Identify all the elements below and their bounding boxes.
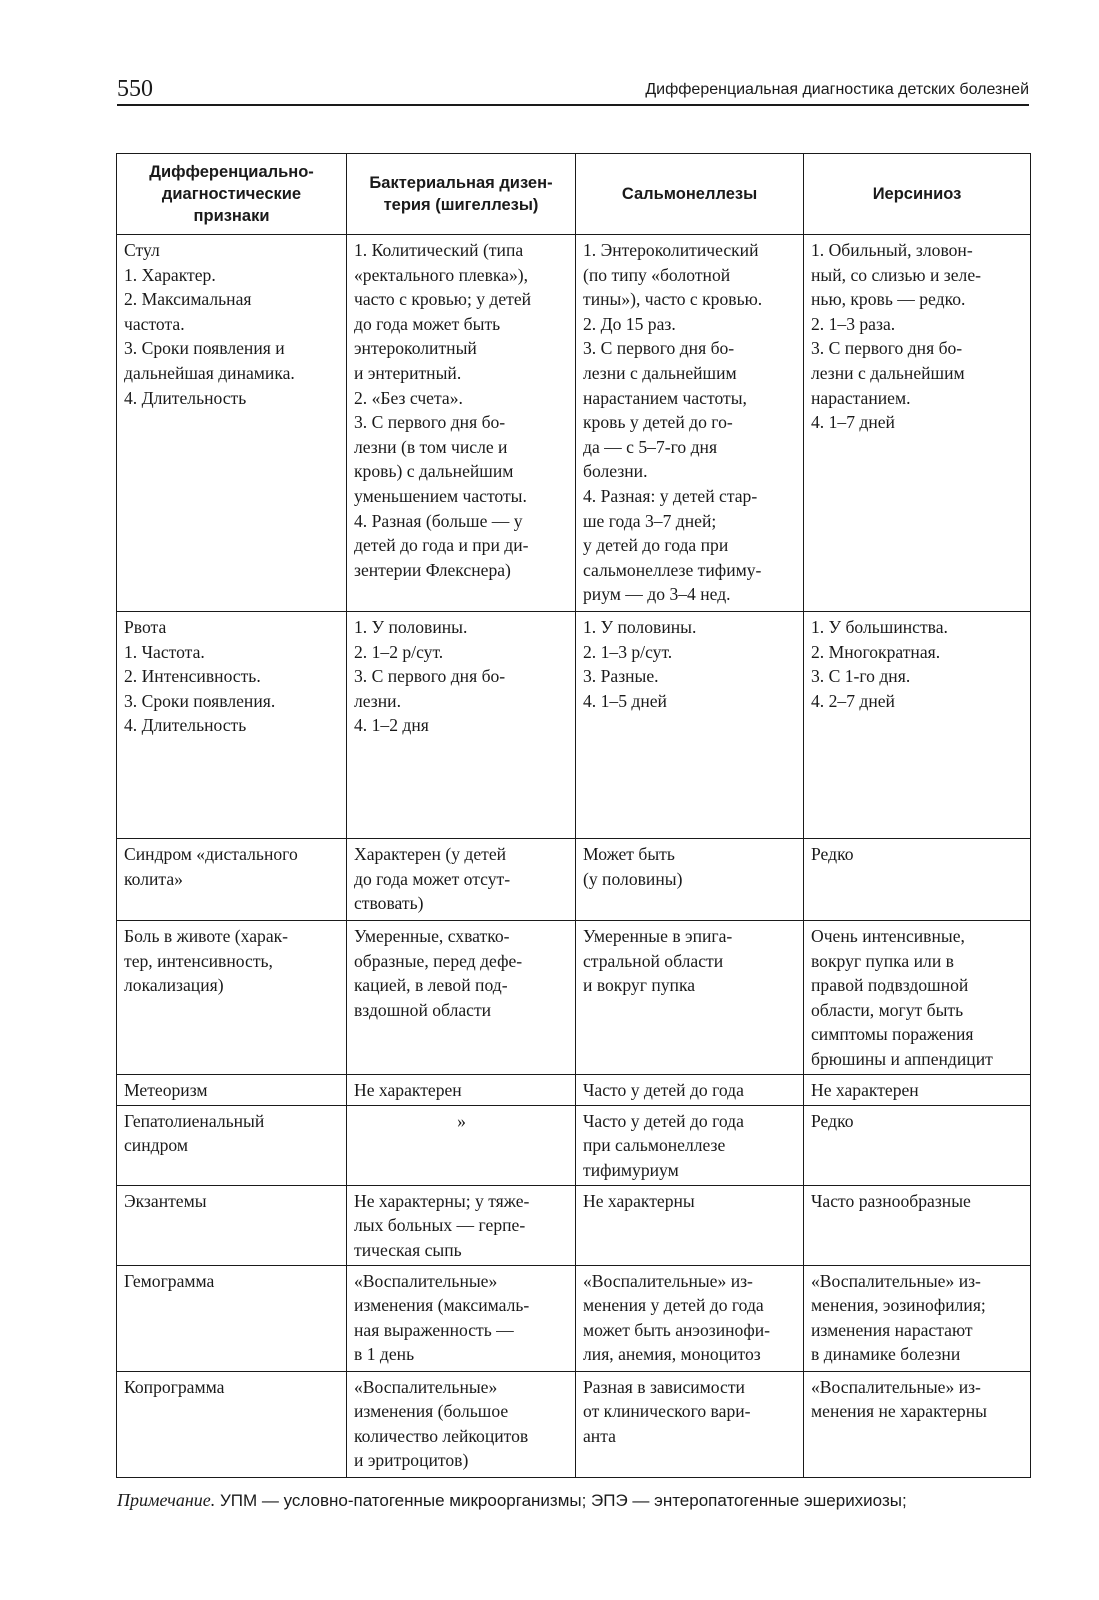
cell-line: уменьшением частоты. bbox=[354, 485, 527, 506]
cell-line: 3. С первого дня бо- bbox=[811, 338, 963, 359]
cell-line: менения у детей до года bbox=[583, 1295, 764, 1316]
cell-line: Копрограмма bbox=[124, 1376, 225, 1397]
cell-line: тины»), часто с кровью. bbox=[583, 289, 763, 310]
cell-line: Рвота bbox=[124, 617, 167, 637]
cell-line: лия, анемия, моноцитоз bbox=[583, 1344, 761, 1365]
cell-line: 2. 1–2 р/сут. bbox=[354, 641, 444, 662]
running-title: Дифференциальная диагностика детских болезней bbox=[645, 81, 1029, 98]
table-cell bbox=[804, 921, 1031, 1075]
cell-line: Очень интенсивные, bbox=[811, 926, 965, 946]
column-header-line: Сальмонеллезы bbox=[621, 185, 758, 203]
cell-line: у детей до года при bbox=[583, 535, 729, 556]
cell-line: (у половины) bbox=[583, 868, 683, 889]
cell-line: симптомы поражения bbox=[811, 1024, 974, 1045]
feature-cell bbox=[117, 1074, 347, 1105]
column-header-line: терия (шигеллезы) bbox=[383, 196, 539, 214]
cell-line: изменения нарастают bbox=[811, 1319, 973, 1340]
cell-line: изменения (максималь- bbox=[354, 1295, 530, 1316]
table-row bbox=[117, 612, 1031, 839]
cell-line: Часто разнообразные bbox=[811, 1190, 971, 1211]
cell-line: 2. До 15 раз. bbox=[583, 313, 676, 334]
feature-cell bbox=[117, 235, 347, 612]
cell-line: «ректального плевка»), bbox=[354, 264, 529, 285]
cell-line: Стул bbox=[124, 240, 160, 260]
table-row bbox=[117, 1185, 1031, 1265]
cell-line: до года может отсут- bbox=[354, 868, 511, 889]
cell-line: правой подвздошной bbox=[811, 975, 969, 996]
cell-line: детей до года и при ди- bbox=[354, 535, 529, 556]
cell-line: Боль в животе (харак- bbox=[124, 926, 289, 946]
cell-line: лезни (в том числе и bbox=[354, 436, 508, 457]
footnote bbox=[117, 1489, 1037, 1512]
table-row bbox=[117, 839, 1031, 921]
cell-line: 4. 1–7 дней bbox=[811, 412, 895, 433]
cell-line: и вокруг пупка bbox=[583, 975, 696, 996]
cell-line: 3. Разные. bbox=[583, 666, 659, 687]
cell-line: ствовать) bbox=[354, 893, 424, 914]
cell-line: 3. С первого дня бо- bbox=[354, 666, 506, 687]
cell-line: 1. У большинства. bbox=[811, 617, 948, 637]
cell-line: Синдром «дистального bbox=[124, 844, 298, 864]
table-cell bbox=[576, 1371, 804, 1477]
cell-line: Гепатолиенальный bbox=[124, 1110, 265, 1131]
cell-line: и эритроцитов) bbox=[354, 1450, 469, 1471]
table-cell bbox=[347, 921, 576, 1075]
cell-line: кровь у детей до го- bbox=[583, 412, 733, 433]
cell-line: болезни. bbox=[583, 461, 648, 482]
cell-line: в 1 день bbox=[354, 1344, 415, 1365]
cell-line: Экзантемы bbox=[124, 1190, 207, 1211]
cell-line: 1. Характер. bbox=[124, 264, 216, 285]
column-header-4 bbox=[804, 154, 1031, 235]
table-header-row bbox=[117, 154, 1031, 235]
page-number: 550 bbox=[117, 76, 153, 102]
cell-line: Характерен (у детей bbox=[354, 844, 507, 864]
cell-line: Не характерны bbox=[583, 1190, 695, 1211]
cell-line: 4. 2–7 дней bbox=[811, 690, 895, 711]
column-header-line: Бактериальная дизен- bbox=[369, 174, 553, 192]
cell-line: 3. С первого дня бо- bbox=[583, 338, 735, 359]
cell-line: кровь) с дальнейшим bbox=[354, 461, 514, 482]
feature-cell bbox=[117, 1371, 347, 1477]
feature-cell bbox=[117, 1265, 347, 1371]
cell-line: вздошной области bbox=[354, 999, 492, 1020]
cell-line: анта bbox=[583, 1425, 616, 1446]
column-header-line: диагностические bbox=[161, 185, 302, 203]
cell-line: риум — до 3–4 нед. bbox=[583, 584, 731, 605]
cell-line: «Воспалительные» из- bbox=[583, 1270, 753, 1291]
cell-line: колита» bbox=[124, 868, 183, 889]
cell-line: кацией, в левой под- bbox=[354, 975, 508, 996]
cell-line: 3. Сроки появления. bbox=[124, 690, 276, 711]
cell-line: тическая сыпь bbox=[354, 1239, 462, 1260]
table-cell bbox=[576, 235, 804, 612]
cell-line: и энтеритный. bbox=[354, 362, 462, 383]
cell-line: Часто у детей до года bbox=[583, 1110, 744, 1131]
footnote-text: УПМ — условно-патогенные микроорганизмы; ЭПЭ — энтеропатогенные эшерихиозы; bbox=[215, 1491, 907, 1510]
table-row bbox=[117, 1371, 1031, 1477]
cell-line: 1. Частота. bbox=[124, 641, 205, 662]
table-cell bbox=[347, 612, 576, 839]
cell-line: нью, кровь — редко. bbox=[811, 289, 966, 310]
cell-line: Не характерен bbox=[354, 1079, 462, 1100]
cell-line: ный, со слизью и зеле- bbox=[811, 264, 981, 285]
cell-line: 2. 1–3 р/сут. bbox=[583, 641, 673, 662]
column-header-line: признаки bbox=[193, 207, 270, 225]
cell-line: может быть анэозинофи- bbox=[583, 1319, 771, 1340]
cell-line: количество лейкоцитов bbox=[354, 1425, 529, 1446]
table-row bbox=[117, 1265, 1031, 1371]
cell-line: Гемограмма bbox=[124, 1270, 215, 1291]
table-cell bbox=[576, 921, 804, 1075]
cell-line: 2. Многократная. bbox=[811, 641, 941, 662]
cell-line: синдром bbox=[124, 1135, 188, 1156]
cell-line: «Воспалительные» из- bbox=[811, 1376, 981, 1397]
cell-line: сальмонеллезе тифиму- bbox=[583, 559, 762, 580]
cell-line: 1. Обильный, зловон- bbox=[811, 240, 973, 260]
cell-line: 4. 1–5 дней bbox=[583, 690, 667, 711]
cell-line: ше года 3–7 дней; bbox=[583, 510, 717, 531]
table-cell bbox=[804, 1185, 1031, 1265]
cell-line: ная выраженность — bbox=[354, 1319, 514, 1340]
table-cell bbox=[347, 1074, 576, 1105]
cell-line: в динамике болезни bbox=[811, 1344, 961, 1365]
column-header-1 bbox=[117, 154, 347, 235]
table-cell bbox=[576, 1074, 804, 1105]
cell-line: стральной области bbox=[583, 950, 724, 971]
cell-line: 4. Разная: у детей стар- bbox=[583, 485, 758, 506]
cell-line: области, могут быть bbox=[811, 999, 964, 1020]
table-row bbox=[117, 235, 1031, 612]
table-cell bbox=[347, 839, 576, 921]
table-body bbox=[117, 235, 1031, 1478]
cell-line: 4. Длительность bbox=[124, 387, 247, 408]
cell-line: лезни с дальнейшим bbox=[811, 362, 965, 383]
cell-line: от клинического вари- bbox=[583, 1401, 751, 1422]
cell-line: Часто у детей до года bbox=[583, 1079, 744, 1100]
column-header-3 bbox=[576, 154, 804, 235]
cell-line: менения, эозинофилия; bbox=[811, 1295, 986, 1316]
page-header bbox=[117, 76, 1029, 106]
feature-cell bbox=[117, 921, 347, 1075]
cell-line: дальнейшая динамика. bbox=[124, 362, 295, 383]
table-cell bbox=[347, 1371, 576, 1477]
cell-line: до года может быть bbox=[354, 313, 501, 334]
cell-line: Метеоризм bbox=[124, 1079, 208, 1100]
cell-line: частота. bbox=[124, 313, 185, 334]
table-cell bbox=[347, 1185, 576, 1265]
differential-diagnosis-table bbox=[116, 153, 1031, 1478]
table-cell bbox=[576, 1105, 804, 1185]
cell-line: 4. Длительность bbox=[124, 715, 247, 736]
feature-cell bbox=[117, 839, 347, 921]
table-cell bbox=[576, 1265, 804, 1371]
table-cell bbox=[804, 1074, 1031, 1105]
feature-cell bbox=[117, 1185, 347, 1265]
cell-line: при сальмонеллезе bbox=[583, 1135, 726, 1156]
cell-line: Не характерен bbox=[811, 1079, 919, 1100]
cell-line: Умеренные в эпига- bbox=[583, 926, 733, 946]
table-cell bbox=[576, 839, 804, 921]
cell-line: тифимуриум bbox=[583, 1159, 679, 1180]
cell-line: 4. Разная (больше — у bbox=[354, 510, 523, 531]
cell-line: » bbox=[457, 1110, 466, 1131]
cell-line: лезни с дальнейшим bbox=[583, 362, 737, 383]
table-cell bbox=[576, 612, 804, 839]
cell-line: 2. Интенсивность. bbox=[124, 666, 261, 687]
column-header-2 bbox=[347, 154, 576, 235]
feature-cell bbox=[117, 1105, 347, 1185]
cell-line: 2. «Без счета». bbox=[354, 387, 463, 408]
cell-line: Разная в зависимости bbox=[583, 1376, 745, 1397]
cell-line: «Воспалительные» bbox=[354, 1376, 498, 1397]
table-cell bbox=[804, 1371, 1031, 1477]
cell-line: 2. 1–3 раза. bbox=[811, 313, 896, 334]
table-cell bbox=[347, 235, 576, 612]
cell-line: нарастанием. bbox=[811, 387, 911, 408]
cell-line: менения не характерны bbox=[811, 1401, 987, 1422]
cell-line: Редко bbox=[811, 844, 854, 864]
cell-line: локализация) bbox=[124, 975, 224, 996]
cell-line: «Воспалительные» bbox=[354, 1270, 498, 1291]
cell-line: вокруг пупка или в bbox=[811, 950, 954, 971]
feature-cell bbox=[117, 612, 347, 839]
cell-line: да — с 5–7-го дня bbox=[583, 436, 718, 457]
footnote-label: Примечание. bbox=[117, 1490, 216, 1510]
cell-line: 1. У половины. bbox=[583, 617, 697, 637]
cell-line: 3. С первого дня бо- bbox=[354, 412, 506, 433]
table-cell bbox=[576, 1185, 804, 1265]
cell-line: 1. Колитический (типа bbox=[354, 240, 524, 260]
cell-line: Умеренные, схватко- bbox=[354, 926, 510, 946]
cell-line: 2. Максимальная bbox=[124, 289, 252, 310]
table-row bbox=[117, 921, 1031, 1075]
column-header-line: Дифференциально- bbox=[149, 163, 314, 181]
table-cell bbox=[804, 235, 1031, 612]
cell-line: лезни. bbox=[354, 690, 401, 711]
cell-line: лых больных — герпе- bbox=[354, 1215, 526, 1236]
table-cell bbox=[804, 1105, 1031, 1185]
cell-line: брюшины и аппендицит bbox=[811, 1048, 993, 1069]
cell-line: зентерии Флекснера) bbox=[354, 559, 511, 580]
cell-line: тер, интенсивность, bbox=[124, 950, 273, 971]
cell-line: 3. Сроки появления и bbox=[124, 338, 285, 359]
cell-line: изменения (большое bbox=[354, 1401, 509, 1422]
cell-line: 1. Энтероколитический bbox=[583, 240, 759, 260]
cell-line: «Воспалительные» из- bbox=[811, 1270, 981, 1291]
cell-line: 4. 1–2 дня bbox=[354, 715, 429, 736]
table-cell bbox=[804, 839, 1031, 921]
cell-line: 1. У половины. bbox=[354, 617, 468, 637]
cell-line: нарастанием частоты, bbox=[583, 387, 747, 408]
cell-line: Может быть bbox=[583, 844, 675, 864]
table-row bbox=[117, 1105, 1031, 1185]
table-cell bbox=[347, 1265, 576, 1371]
cell-line: энтероколитный bbox=[354, 338, 477, 359]
cell-line: образные, перед дефе- bbox=[354, 950, 523, 971]
table-cell bbox=[804, 1265, 1031, 1371]
table-cell bbox=[347, 1105, 576, 1185]
cell-line: Не характерны; у тяже- bbox=[354, 1190, 530, 1211]
cell-line: часто с кровью; у детей bbox=[354, 289, 532, 310]
table-cell bbox=[804, 612, 1031, 839]
cell-line: 3. С 1-го дня. bbox=[811, 666, 911, 687]
column-header-line: Иерсиниоз bbox=[872, 185, 962, 203]
cell-line: (по типу «болотной bbox=[583, 264, 731, 285]
table-row bbox=[117, 1074, 1031, 1105]
cell-line: Редко bbox=[811, 1110, 854, 1131]
